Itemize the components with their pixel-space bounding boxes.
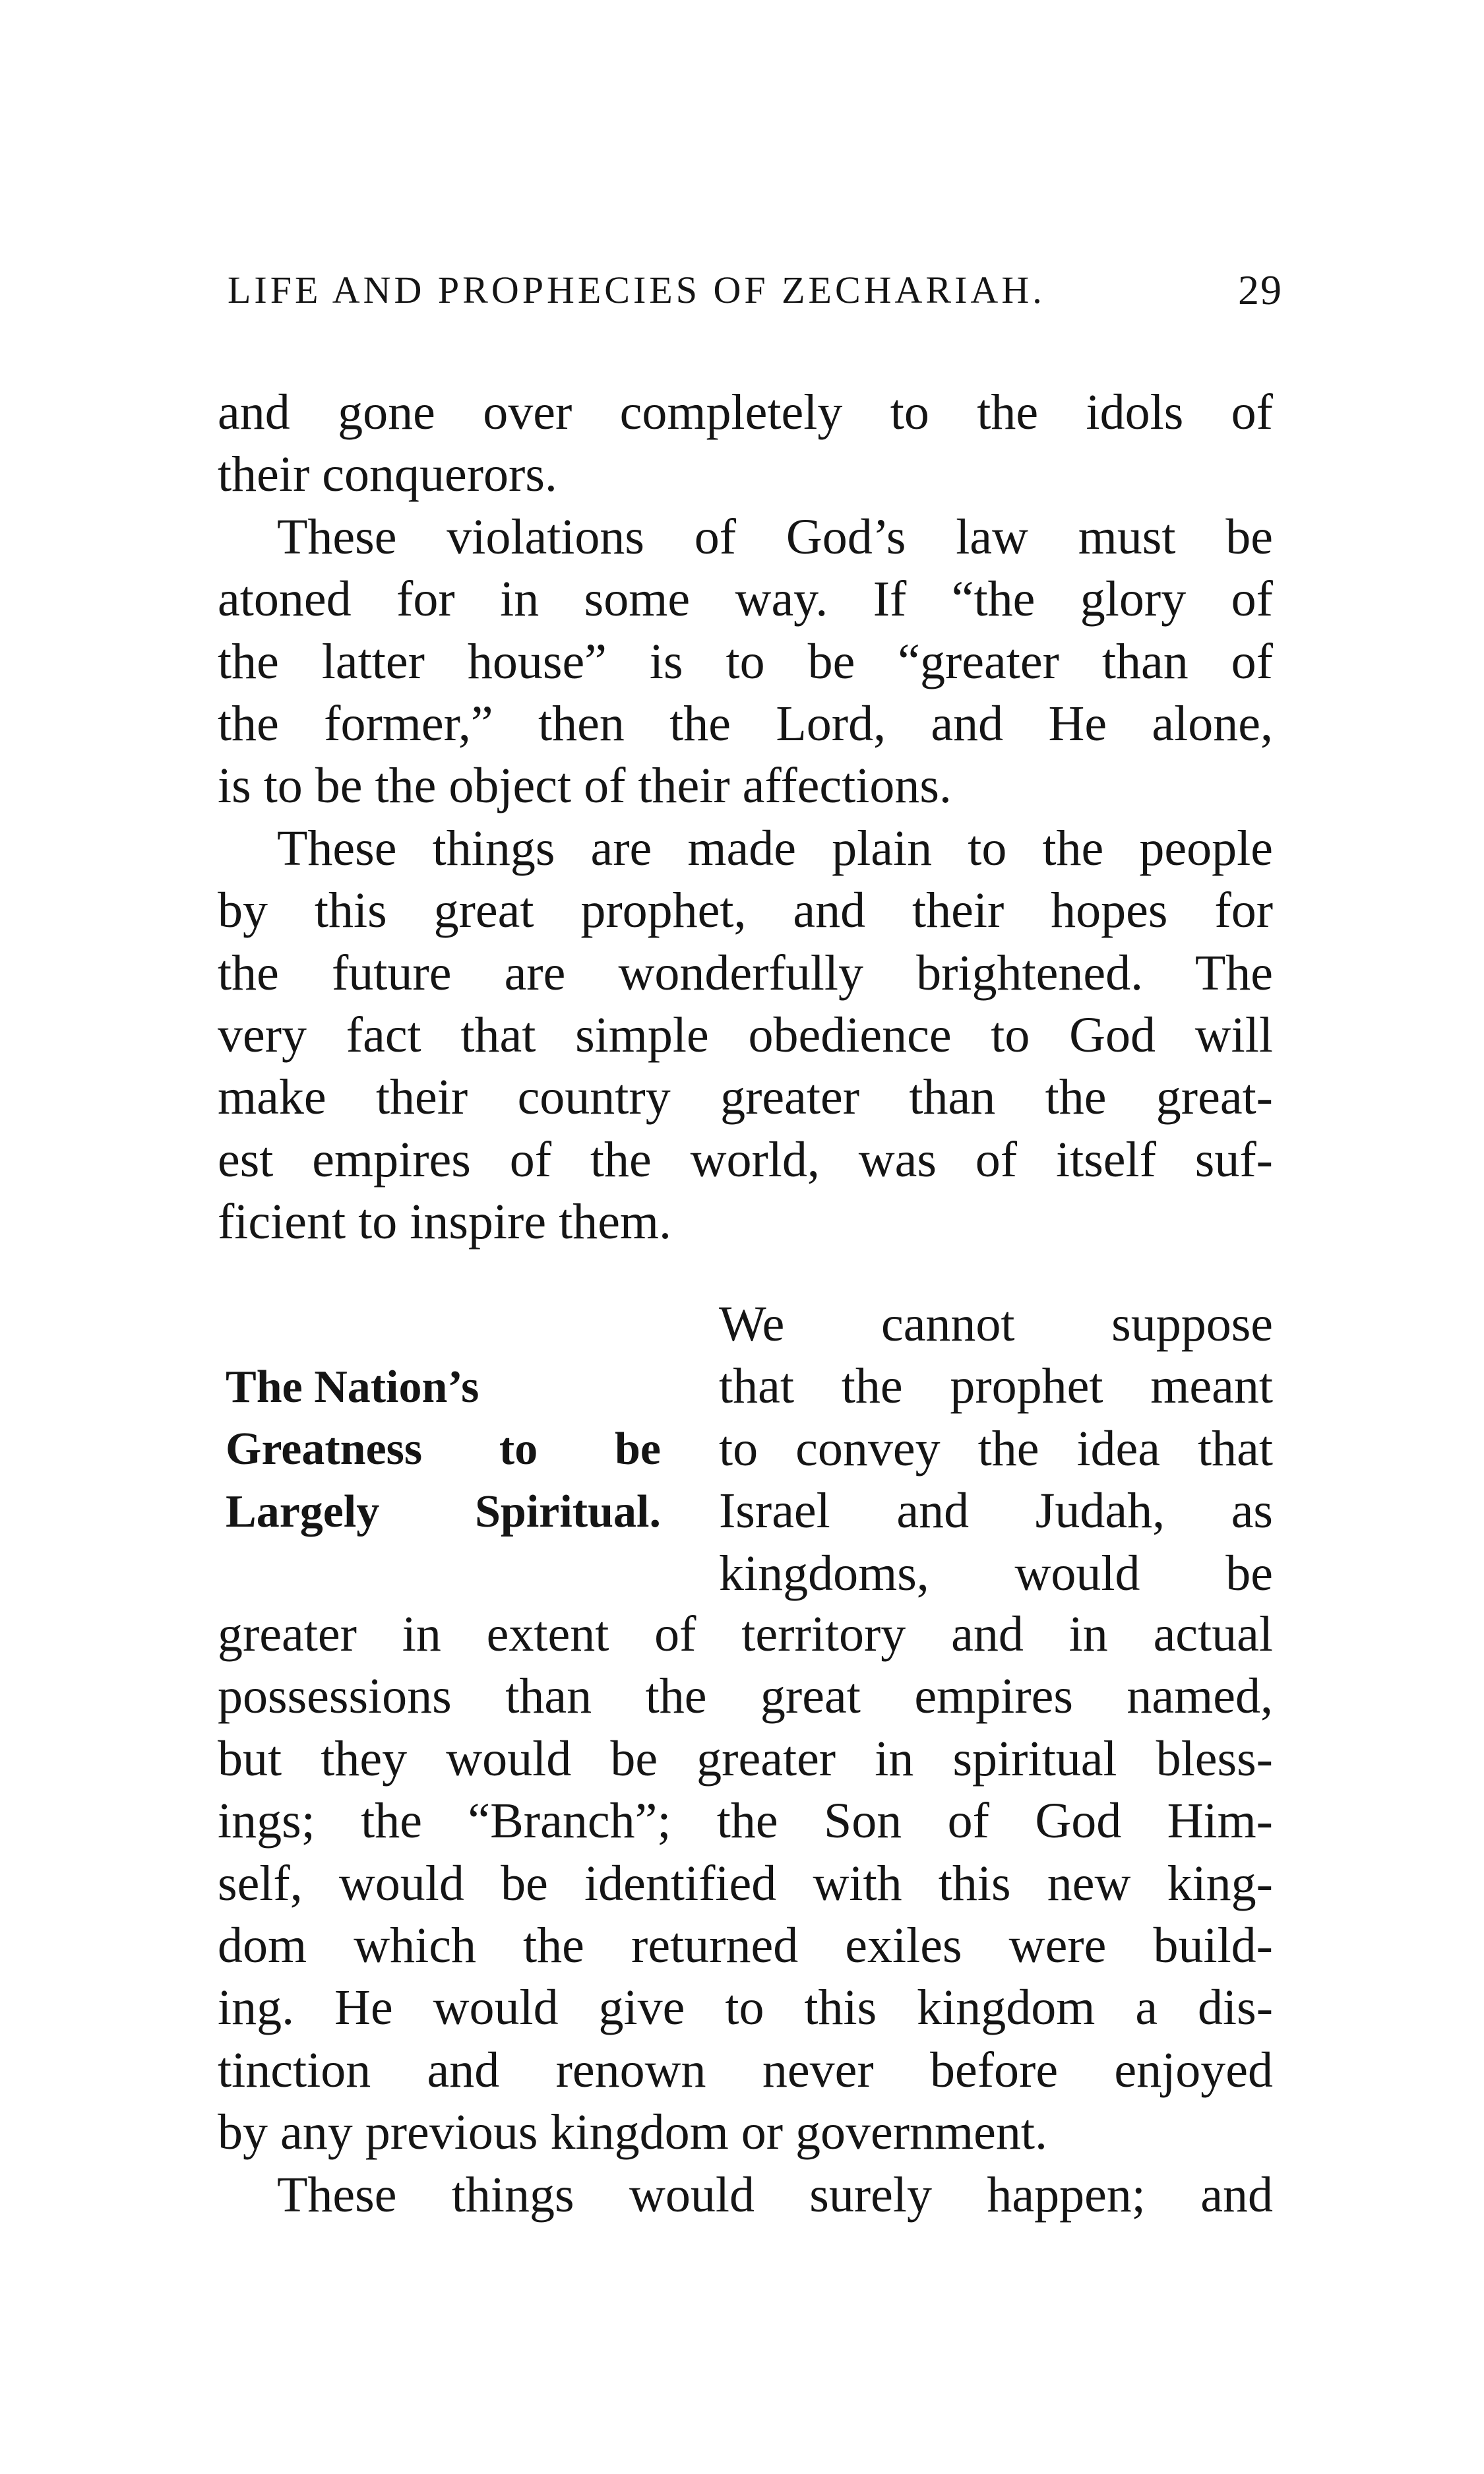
sidenote-text xyxy=(719,1293,1273,1604)
text-line: the former,” then the Lord, and He alone, xyxy=(218,695,1273,751)
text-line: the latter house” is to be “greater than of xyxy=(218,633,1273,689)
body-text-bottom xyxy=(218,1603,1273,2226)
sidenote-heading-line: Greatness to be xyxy=(226,1424,661,1475)
text-line: These things are made plain to the people xyxy=(277,820,1273,876)
text-line: to convey the idea that xyxy=(719,1420,1273,1476)
text-line: that the prophet meant xyxy=(719,1358,1273,1414)
text-line: make their country greater than the great- xyxy=(218,1069,1273,1126)
text-line: very fact that simple obedience to God will xyxy=(218,1007,1273,1063)
sidenote-heading-line: Largely Spiritual. xyxy=(226,1486,661,1537)
text-line: Israel and Judah, as xyxy=(719,1483,1273,1539)
sidenote-heading-line: The Nation’s xyxy=(226,1362,479,1412)
sidenote-section xyxy=(218,1293,1273,1603)
text-line: These violations of God’s law must be xyxy=(277,509,1273,565)
text-line: kingdoms, would be xyxy=(719,1545,1273,1601)
text-line: by this great prophet, and their hopes for xyxy=(218,883,1273,939)
text-line: the future are wonderfully brightened. The xyxy=(218,945,1273,1001)
text-line: greater in extent of territory and in actual xyxy=(218,1606,1273,1662)
text-line: These things would surely happen; and xyxy=(277,2167,1273,2223)
text-line: possessions than the great empires named, xyxy=(218,1668,1273,1725)
page-header xyxy=(228,261,1283,320)
text-line: ficient to inspire them. xyxy=(218,1194,672,1250)
text-line: est empires of the world, was of itself suf- xyxy=(218,1131,1273,1188)
text-line: We cannot suppose xyxy=(719,1296,1273,1352)
text-line: dom which the returned exiles were build- xyxy=(218,1917,1273,1973)
text-line: atoned for in some way. If “the glory of xyxy=(218,571,1273,627)
text-line: tinction and renown never before enjoyed xyxy=(218,2042,1273,2098)
text-line: ings; the “Branch”; the Son of God Him- xyxy=(218,1793,1273,1849)
text-line: by any previous kingdom or government. xyxy=(218,2105,1048,2161)
text-line: self, would be identified with this new king- xyxy=(218,1855,1273,1911)
running-title: LIFE AND PROPHECIES OF ZECHARIAH. xyxy=(228,269,1045,311)
text-line: but they would be greater in spiritual bless- xyxy=(218,1730,1273,1787)
page-number: 29 xyxy=(1238,267,1283,313)
sidenote-heading xyxy=(226,1356,661,1543)
text-line: ing. He would give to this kingdom a dis- xyxy=(218,1980,1273,2036)
text-line: their conquerors. xyxy=(218,447,557,503)
text-line: and gone over completely to the idols of xyxy=(218,385,1273,440)
body-text-top xyxy=(218,381,1273,1253)
text-line: is to be the object of their affections. xyxy=(218,758,952,814)
